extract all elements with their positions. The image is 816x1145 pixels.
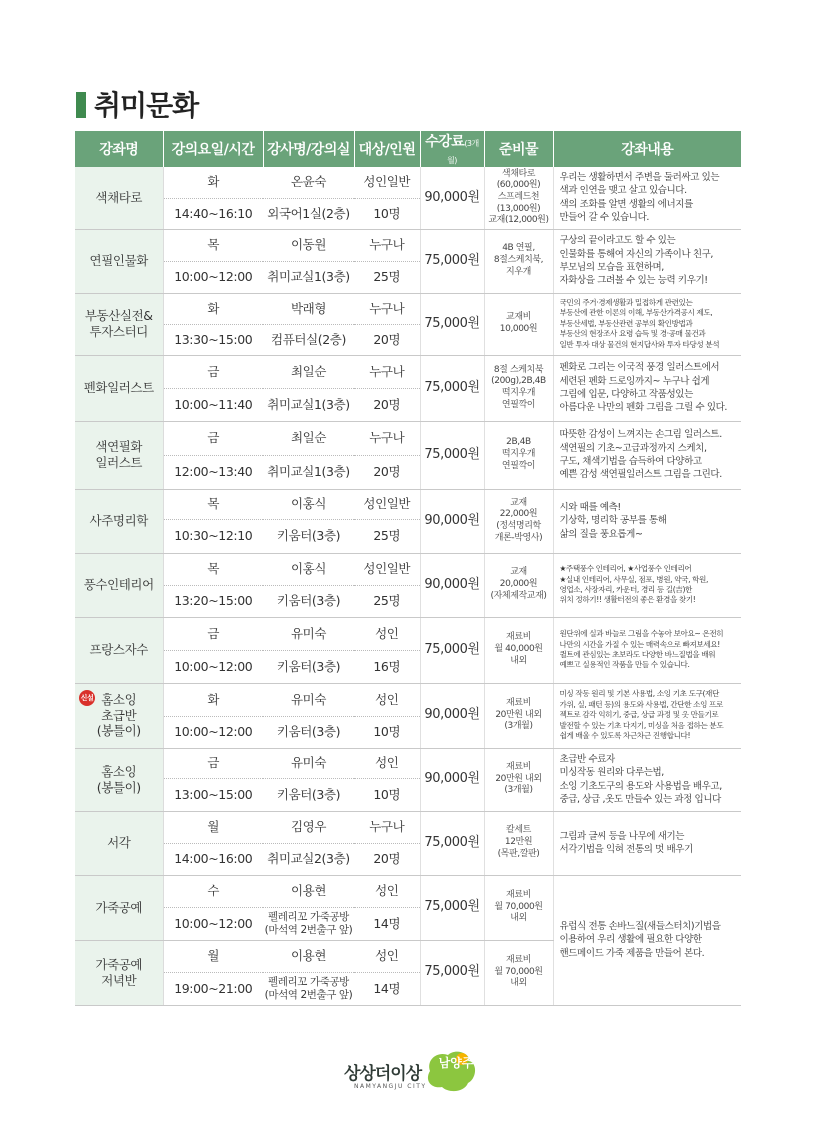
course-instructor: 김영우 (263, 811, 354, 843)
course-capacity: 10명 (354, 778, 420, 811)
course-content-line: 원단위에 실과 바늘로 그림을 수놓아 보아요~ 온전히 (559, 629, 724, 639)
course-room: 펠레리꼬 가죽공방 (마석역 2번출구 앞) (263, 907, 354, 940)
course-target: 성인일반 (354, 167, 420, 198)
course-name (75, 167, 163, 229)
course-name-text: 연필인물화 (89, 253, 148, 269)
course-fee: 75,000원 (420, 293, 484, 355)
course-content-line: 색의 조화를 알면 생활의 에너지를 (559, 198, 693, 210)
course-content-line: 퀼트에 관심있는 초보라도 다양한 바느질법을 배워 (559, 650, 716, 659)
table-header-row (75, 131, 741, 167)
course-fee: 75,000원 (420, 811, 484, 875)
course-capacity: 20명 (354, 455, 420, 489)
course-capacity: 16명 (354, 650, 420, 683)
course-content-line: 핸드메이드 가죽 제품을 만들어 본다. (559, 947, 705, 959)
course-materials: 4B 연필, 8절스케치북, 지우개 (484, 229, 553, 293)
course-content (553, 293, 741, 355)
title-accent-bar (76, 92, 86, 118)
course-instructor: 이홍식 (263, 489, 354, 519)
course-capacity: 10명 (354, 716, 420, 748)
course-content-line: 아름다운 나만의 펜화 그림을 그릴 수 있다. (559, 402, 728, 414)
course-day: 목 (163, 553, 263, 585)
header-fee-note: (3개월) (447, 139, 479, 165)
course-row-top (75, 683, 741, 716)
course-name-text: 홈소잉 (봉틀이) (96, 763, 141, 795)
course-day: 월 (163, 940, 263, 972)
course-name (75, 811, 163, 875)
course-name (75, 617, 163, 683)
course-content (553, 355, 741, 421)
course-content-line: 국민의 주거·경제생활과 밀접하게 관련있는 (559, 297, 693, 307)
course-instructor: 온윤숙 (263, 167, 354, 198)
course-room: 키움터(3층) (263, 778, 354, 811)
course-room: 취미교실1(3층) (263, 261, 354, 293)
course-instructor: 최일순 (263, 355, 354, 388)
new-course-badge: 신설 (79, 690, 95, 706)
course-time: 14:00~16:00 (163, 843, 263, 875)
course-content (553, 229, 741, 293)
course-row-top (75, 875, 741, 907)
course-name (75, 229, 163, 293)
course-content-line: 영업소, 사장자리, 카운터, 경리 등 길(吉)한 (559, 585, 692, 594)
course-instructor: 유미숙 (263, 748, 354, 778)
course-fee: 90,000원 (420, 489, 484, 553)
course-instructor: 최일순 (263, 421, 354, 455)
course-day: 금 (163, 421, 263, 455)
course-content-line: 예쁘고 실용적인 작품을 만들 수 있습니다. (559, 660, 690, 670)
course-content (553, 875, 741, 1005)
course-content-line: 쉽게 배울 수 있도록 차근차근 진행합니다! (559, 731, 691, 741)
course-name-text: 가죽공예 저녁반 (95, 956, 143, 988)
header-target: 대상/인원 (354, 131, 420, 167)
course-room: 키움터(3층) (263, 650, 354, 683)
course-content (553, 489, 741, 553)
course-content-line: 시와 때를 예측! (559, 502, 621, 514)
course-capacity: 25명 (354, 519, 420, 553)
course-time: 10:00~12:00 (163, 650, 263, 683)
course-row-top (75, 748, 741, 778)
course-time: 13:00~15:00 (163, 778, 263, 811)
course-day: 금 (163, 748, 263, 778)
course-time: 10:30~12:10 (163, 519, 263, 553)
course-room: 펠레리꼬 가죽공방 (마석역 2번출구 앞) (263, 972, 354, 1005)
course-content-line: 초급반 수료자 (559, 753, 615, 765)
course-row-top (75, 355, 741, 388)
course-content-line: 구도, 채색기법을 습득하여 다양하고 (559, 456, 702, 467)
course-row-top (75, 421, 741, 455)
course-content-line: 인물화를 통해여 자신의 가족이나 친구, (559, 248, 714, 260)
course-content-line: 펜화로 그리는 이국적 풍경 일러스트에서 (559, 362, 720, 374)
course-fee: 75,000원 (420, 875, 484, 940)
course-target: 누구나 (354, 421, 420, 455)
course-content-line: ★실내 인테리어, 사무실, 점포, 병원, 약국, 학원, (559, 574, 708, 584)
course-materials: 교재 20,000원 (자체제작교재) (484, 553, 553, 617)
course-content-line: 나만의 시간을 가질 수 있는 매력속으로 빠져보세요! (559, 639, 720, 649)
course-target: 성인일반 (354, 489, 420, 519)
course-target: 성인 (354, 617, 420, 650)
course-content-line: 그림과 글씨 등을 나무에 새기는 (559, 830, 685, 842)
course-materials: 2B,4B 떡지우개 연필깍이 (484, 421, 553, 489)
course-content-line: 일반 투자 대상 물건의 현지답사와 투자 타당성 분석 (559, 339, 720, 349)
course-name-text: 펜화일러스트 (83, 380, 154, 396)
course-day: 화 (163, 167, 263, 198)
course-time: 10:00~11:40 (163, 388, 263, 421)
course-content-line: 미싱작동 원리와 다루는법, (559, 767, 664, 779)
course-content (553, 553, 741, 617)
course-materials: 교재비 10,000원 (484, 293, 553, 355)
course-content-line: 색과 인연을 맺고 살고 있습니다. (559, 185, 687, 197)
course-content-line: 색연필의 기초~고급과정까지 스케치, (559, 442, 707, 454)
course-instructor: 유미숙 (263, 683, 354, 716)
course-room: 키움터(3층) (263, 716, 354, 748)
course-name (75, 553, 163, 617)
course-time: 13:20~15:00 (163, 585, 263, 617)
course-materials: 재료비 20만원 내외 (3개월) (484, 683, 553, 748)
course-name-text: 색연필화 일러스트 (95, 439, 143, 470)
course-fee: 90,000원 (420, 748, 484, 811)
course-name (75, 355, 163, 421)
course-target: 누구나 (354, 293, 420, 324)
course-row-top (75, 553, 741, 585)
course-name (75, 421, 163, 489)
course-content (553, 683, 741, 748)
course-content-line: 그림에 입문, 다양하고 작품성있는 (559, 389, 693, 400)
course-time: 19:00~21:00 (163, 972, 263, 1005)
course-name (75, 940, 163, 1005)
course-target: 성인 (354, 683, 420, 716)
course-name-text: 프랑스자수 (89, 642, 148, 658)
course-materials: 재료비 월 40,000원 내외 (484, 617, 553, 683)
header-materials: 준비물 (484, 131, 553, 167)
course-name (75, 748, 163, 811)
course-day: 금 (163, 617, 263, 650)
course-content-line: 따뜻한 감성이 느껴지는 손그림 일러스트. (559, 429, 722, 441)
course-room: 키움터(3층) (263, 519, 354, 553)
city-slogan-logo: 상상더이상 (344, 1064, 422, 1084)
course-content-line: 미싱 작동 원리 및 기본 사용법, 소잉 기초 도구(재단 (559, 689, 719, 699)
course-content-line: 자화상을 그려볼 수 있는 능력 키우기! (559, 275, 708, 287)
course-room: 외국어1실(2층) (263, 198, 354, 229)
course-row-top (75, 617, 741, 650)
course-name (75, 875, 163, 940)
course-name-text: 사주명리학 (89, 513, 148, 529)
city-name-text: NAMYANGJU CITY (354, 1083, 427, 1090)
course-content-line: 삶의 질을 풍요롭게~ (559, 528, 643, 540)
course-content (553, 748, 741, 811)
course-fee: 75,000원 (420, 229, 484, 293)
course-content-line: 세련된 펜화 드로잉까지~ 누구나 쉽게 (559, 375, 710, 387)
page-title: 취미문화 (94, 89, 199, 122)
course-name-text: 풍수인테리어 (83, 577, 154, 593)
course-content-line: 부모님의 모습을 표현하며, (559, 262, 664, 273)
course-target: 성인 (354, 875, 420, 907)
course-content (553, 811, 741, 875)
course-content-line: 소잉 기초도구의 용도와 사용법을 배우고, (559, 780, 722, 792)
course-content-line: 부동산세법, 부동산관련 공부의 확인방법과 (559, 318, 693, 328)
course-capacity: 20명 (354, 324, 420, 355)
course-content-line: 위치 정하기!! 생활터전의 좋은 환경을 찾기! (559, 595, 696, 605)
course-fee: 75,000원 (420, 617, 484, 683)
course-capacity: 20명 (354, 843, 420, 875)
course-content-line: 서각기법을 익혀 전통의 멋 배우기 (559, 844, 693, 855)
course-content-line: 젝트로 감각 익히기, 중급, 상급 과정 및 옷 만들기로 (559, 710, 719, 720)
course-name-text: 부동산실전& 투자스터디 (84, 308, 153, 339)
course-name-text: 서각 (107, 835, 131, 851)
course-instructor: 이용현 (263, 875, 354, 907)
course-room: 취미교실1(3층) (263, 388, 354, 421)
course-instructor: 박래형 (263, 293, 354, 324)
course-content-line: 기상학, 명리학 공부를 통해 (559, 515, 667, 527)
course-target: 성인 (354, 940, 420, 972)
course-time: 12:00~13:40 (163, 455, 263, 489)
course-capacity: 25명 (354, 261, 420, 293)
course-name-text: 색채타로 (95, 189, 143, 205)
course-content-line: 부동산에 관한 이론의 이해, 부동산가격공시 제도, (559, 308, 713, 318)
course-day: 월 (163, 811, 263, 843)
course-content-line: ★주택풍수 인테리어, ★사업풍수 인테리어 (559, 564, 692, 574)
course-target: 성인일반 (354, 553, 420, 585)
course-fee: 75,000원 (420, 940, 484, 1005)
course-name (75, 293, 163, 355)
course-day: 목 (163, 489, 263, 519)
namyangju-logo-text: 남양주 (438, 1056, 474, 1070)
course-day: 화 (163, 293, 263, 324)
course-content (553, 421, 741, 489)
course-time: 14:40~16:10 (163, 198, 263, 229)
course-target: 누구나 (354, 355, 420, 388)
course-fee: 75,000원 (420, 421, 484, 489)
course-row-top (75, 167, 741, 198)
course-content (553, 617, 741, 683)
course-materials: 재료비 20만원 내외 (3개월) (484, 748, 553, 811)
course-day: 수 (163, 875, 263, 907)
course-room: 취미교실2(3층) (263, 843, 354, 875)
course-content-line: 중급, 상급 ,옷도 만들수 있는 과정 입니다 (559, 793, 721, 805)
course-row-top (75, 229, 741, 261)
course-fee: 75,000원 (420, 355, 484, 421)
course-time: 10:00~12:00 (163, 716, 263, 748)
course-capacity: 14명 (354, 972, 420, 1005)
header-content: 강좌내용 (553, 131, 741, 167)
course-materials: 재료비 월 70,000원 내외 (484, 875, 553, 940)
course-content-line: 가위, 실, 패턴 등)의 용도와 사용법, 간단한 소잉 프로 (559, 699, 723, 709)
course-materials: 8절 스케치북 (200g),2B,4B 떡지우개 연필깍이 (484, 355, 553, 421)
course-materials: 재료비 월 70,000원 내외 (484, 940, 553, 1005)
course-room: 취미교실1(3층) (263, 455, 354, 489)
header-fee-label: 수강료 (425, 134, 465, 150)
course-content (553, 167, 741, 229)
course-content-line: 발전할 수 있는 기초 다지기, 미싱을 처음 접하는 분도 (559, 720, 724, 730)
course-instructor: 유미숙 (263, 617, 354, 650)
course-content-line: 우리는 생활하면서 주변을 둘러싸고 있는 (559, 172, 720, 184)
course-content-line: 예쁜 감성 색연필일러스트 그림을 그린다. (559, 469, 722, 481)
course-room: 키움터(3층) (263, 585, 354, 617)
course-room: 컴퓨터실(2층) (263, 324, 354, 355)
course-time: 10:00~12:00 (163, 261, 263, 293)
course-capacity: 14명 (354, 907, 420, 940)
course-instructor: 이용현 (263, 940, 354, 972)
course-capacity: 10명 (354, 198, 420, 229)
header-name: 강좌명 (75, 131, 163, 167)
course-row-top (75, 293, 741, 324)
course-content-line: 구상의 끝이라고도 할 수 있는 (559, 235, 676, 247)
course-target: 성인 (354, 748, 420, 778)
course-day: 목 (163, 229, 263, 261)
course-materials: 칼세트 12만원 (목판,깔판) (484, 811, 553, 875)
course-content-line: 유럽식 전통 손바느질(새들스터치)기법을 (559, 921, 721, 933)
course-content-line: 만들어 갈 수 있습니다. (559, 212, 649, 224)
course-materials: 교재 22,000원 (정석명리학 개론-박영사) (484, 489, 553, 553)
course-content-line: 부동산의 현장조사 요령 습득 및 경·공매 물건과 (559, 329, 706, 339)
course-day: 금 (163, 355, 263, 388)
course-fee: 90,000원 (420, 683, 484, 748)
course-target: 누구나 (354, 229, 420, 261)
course-name (75, 489, 163, 553)
header-instructor: 강사명/강의실 (263, 131, 354, 167)
course-capacity: 20명 (354, 388, 420, 421)
course-capacity: 25명 (354, 585, 420, 617)
course-row-top (75, 489, 741, 519)
course-name-text: 가죽공예 (95, 899, 143, 915)
header-fee (420, 131, 484, 167)
course-table (75, 131, 741, 1006)
course-row-top (75, 811, 741, 843)
course-content-line: 이용하여 우리 생활에 필요한 다양한 (559, 934, 702, 946)
course-time: 10:00~12:00 (163, 907, 263, 940)
course-materials: 색채타로 (60,000원) 스프레드천 (13,000원) 교재(12,000원) (484, 167, 553, 229)
course-fee: 90,000원 (420, 553, 484, 617)
header-schedule: 강의요일/시간 (163, 131, 263, 167)
course-instructor: 이동원 (263, 229, 354, 261)
course-target: 누구나 (354, 811, 420, 843)
course-fee: 90,000원 (420, 167, 484, 229)
course-name-text: 홈소잉 초급반 (봉틀이) (96, 692, 141, 739)
course-time: 13:30~15:00 (163, 324, 263, 355)
course-day: 화 (163, 683, 263, 716)
course-name (75, 683, 163, 748)
course-instructor: 이홍식 (263, 553, 354, 585)
